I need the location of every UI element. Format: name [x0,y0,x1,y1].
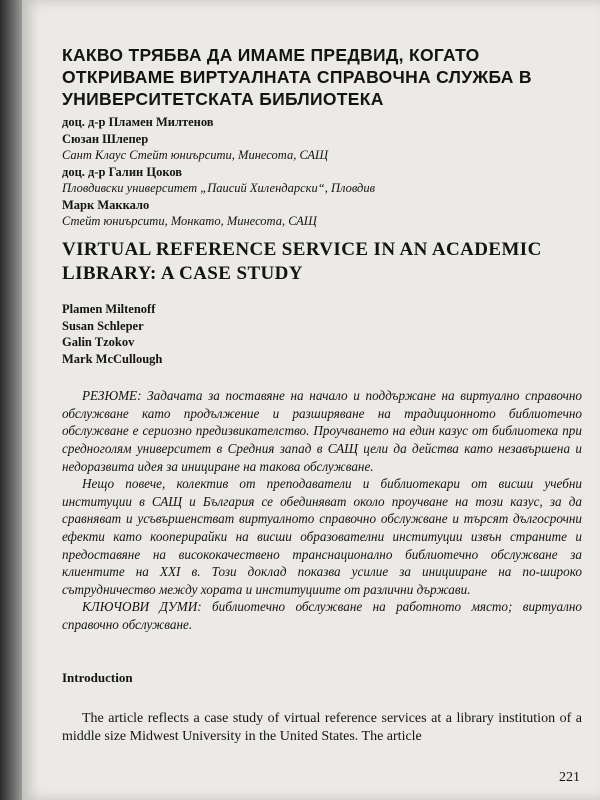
page-content [62,44,582,747]
book-page [22,0,600,800]
abstract [62,387,582,598]
author-en-1: Plamen Miltenoff [62,302,156,317]
title-bulgarian: КАКВО ТРЯБВА ДА ИМАМЕ ПРЕДВИД, КОГАТО ОТКРИВАМЕ ВИРТУАЛНАТА СПРАВОЧНА СЛУЖБА В УНИВЕРСИТЕТСКАТА БИБЛИОТЕКА [62,45,532,109]
author-2-affiliation: Сант Клаус Стейт юниърсити, Минесота, САЩ [62,148,329,162]
title-english: VIRTUAL REFERENCE SERVICE IN AN ACADEMIC LIBRARY: A CASE STUDY [62,238,542,284]
abstract-text-1: Задачата за поставяне на начало и поддържане на виртуално справочно обслужване като продължение и разширяване на традиционното библиотечно обслужване е сериозно предизвикателство. Проучването на един казус от библиотека при средноголям университет в Средния запад в САЩ цели да действа като незавършена и недоразвита идея за инициране на такова обслужване. [62,388,582,474]
keywords-text: библиотечно обслужване на работното място; виртуално справочно обслужване. [62,599,582,632]
author-en-2: Susan Schleper [62,318,144,333]
section-heading-introduction: Introduction [62,669,133,685]
abstract-paragraph-2: Нещо повече, колектив от преподаватели и библиотекари от висши учебни институции в САЩ и България се обединяват около проучване на този казус, за да сравняват и усъвършенстват виртуалното справочно обслужване и търсят дългосрочни ефекти като кооперирайки на висши образователни институции извън страните и предоставяне на висококачествено транснационално библиотечно обслужване за клиентите на XXI в. Този доклад показва усилие за иницииране на по-широко сътрудничество между хората и институциите от различни държави. [62,476,582,597]
introduction-text: The article reflects a case study of virtual reference services at a library institution of a middle size Midwest University in the United States. The article [62,710,582,745]
author-3-name: доц. д-р Галин Цоков [62,164,183,179]
abstract-paragraph-1 [62,387,582,475]
authors-english [62,301,582,367]
author-4-affiliation: Стейт юниърсити, Монкато, Минесота, САЩ [62,214,317,228]
abstract-label: РЕЗЮМЕ: [82,388,142,404]
author-en-4: Mark McCullough [62,351,163,366]
book-gutter [0,0,22,800]
page-number: 221 [559,770,580,785]
author-4-name: Марк Маккало [62,197,150,212]
author-3-affiliation: Пловдивски университет „Паисий Хилендарски“, Пловдив [62,181,376,195]
author-1-name: доц. д-р Пламен Милтенов [62,115,214,129]
keywords [62,598,582,633]
author-en-3: Galin Tzokov [62,335,135,350]
authors-bulgarian [62,114,582,230]
keywords-label: КЛЮЧОВИ ДУМИ: [82,599,202,615]
author-2-name: Сюзан Шлепер [62,131,149,146]
